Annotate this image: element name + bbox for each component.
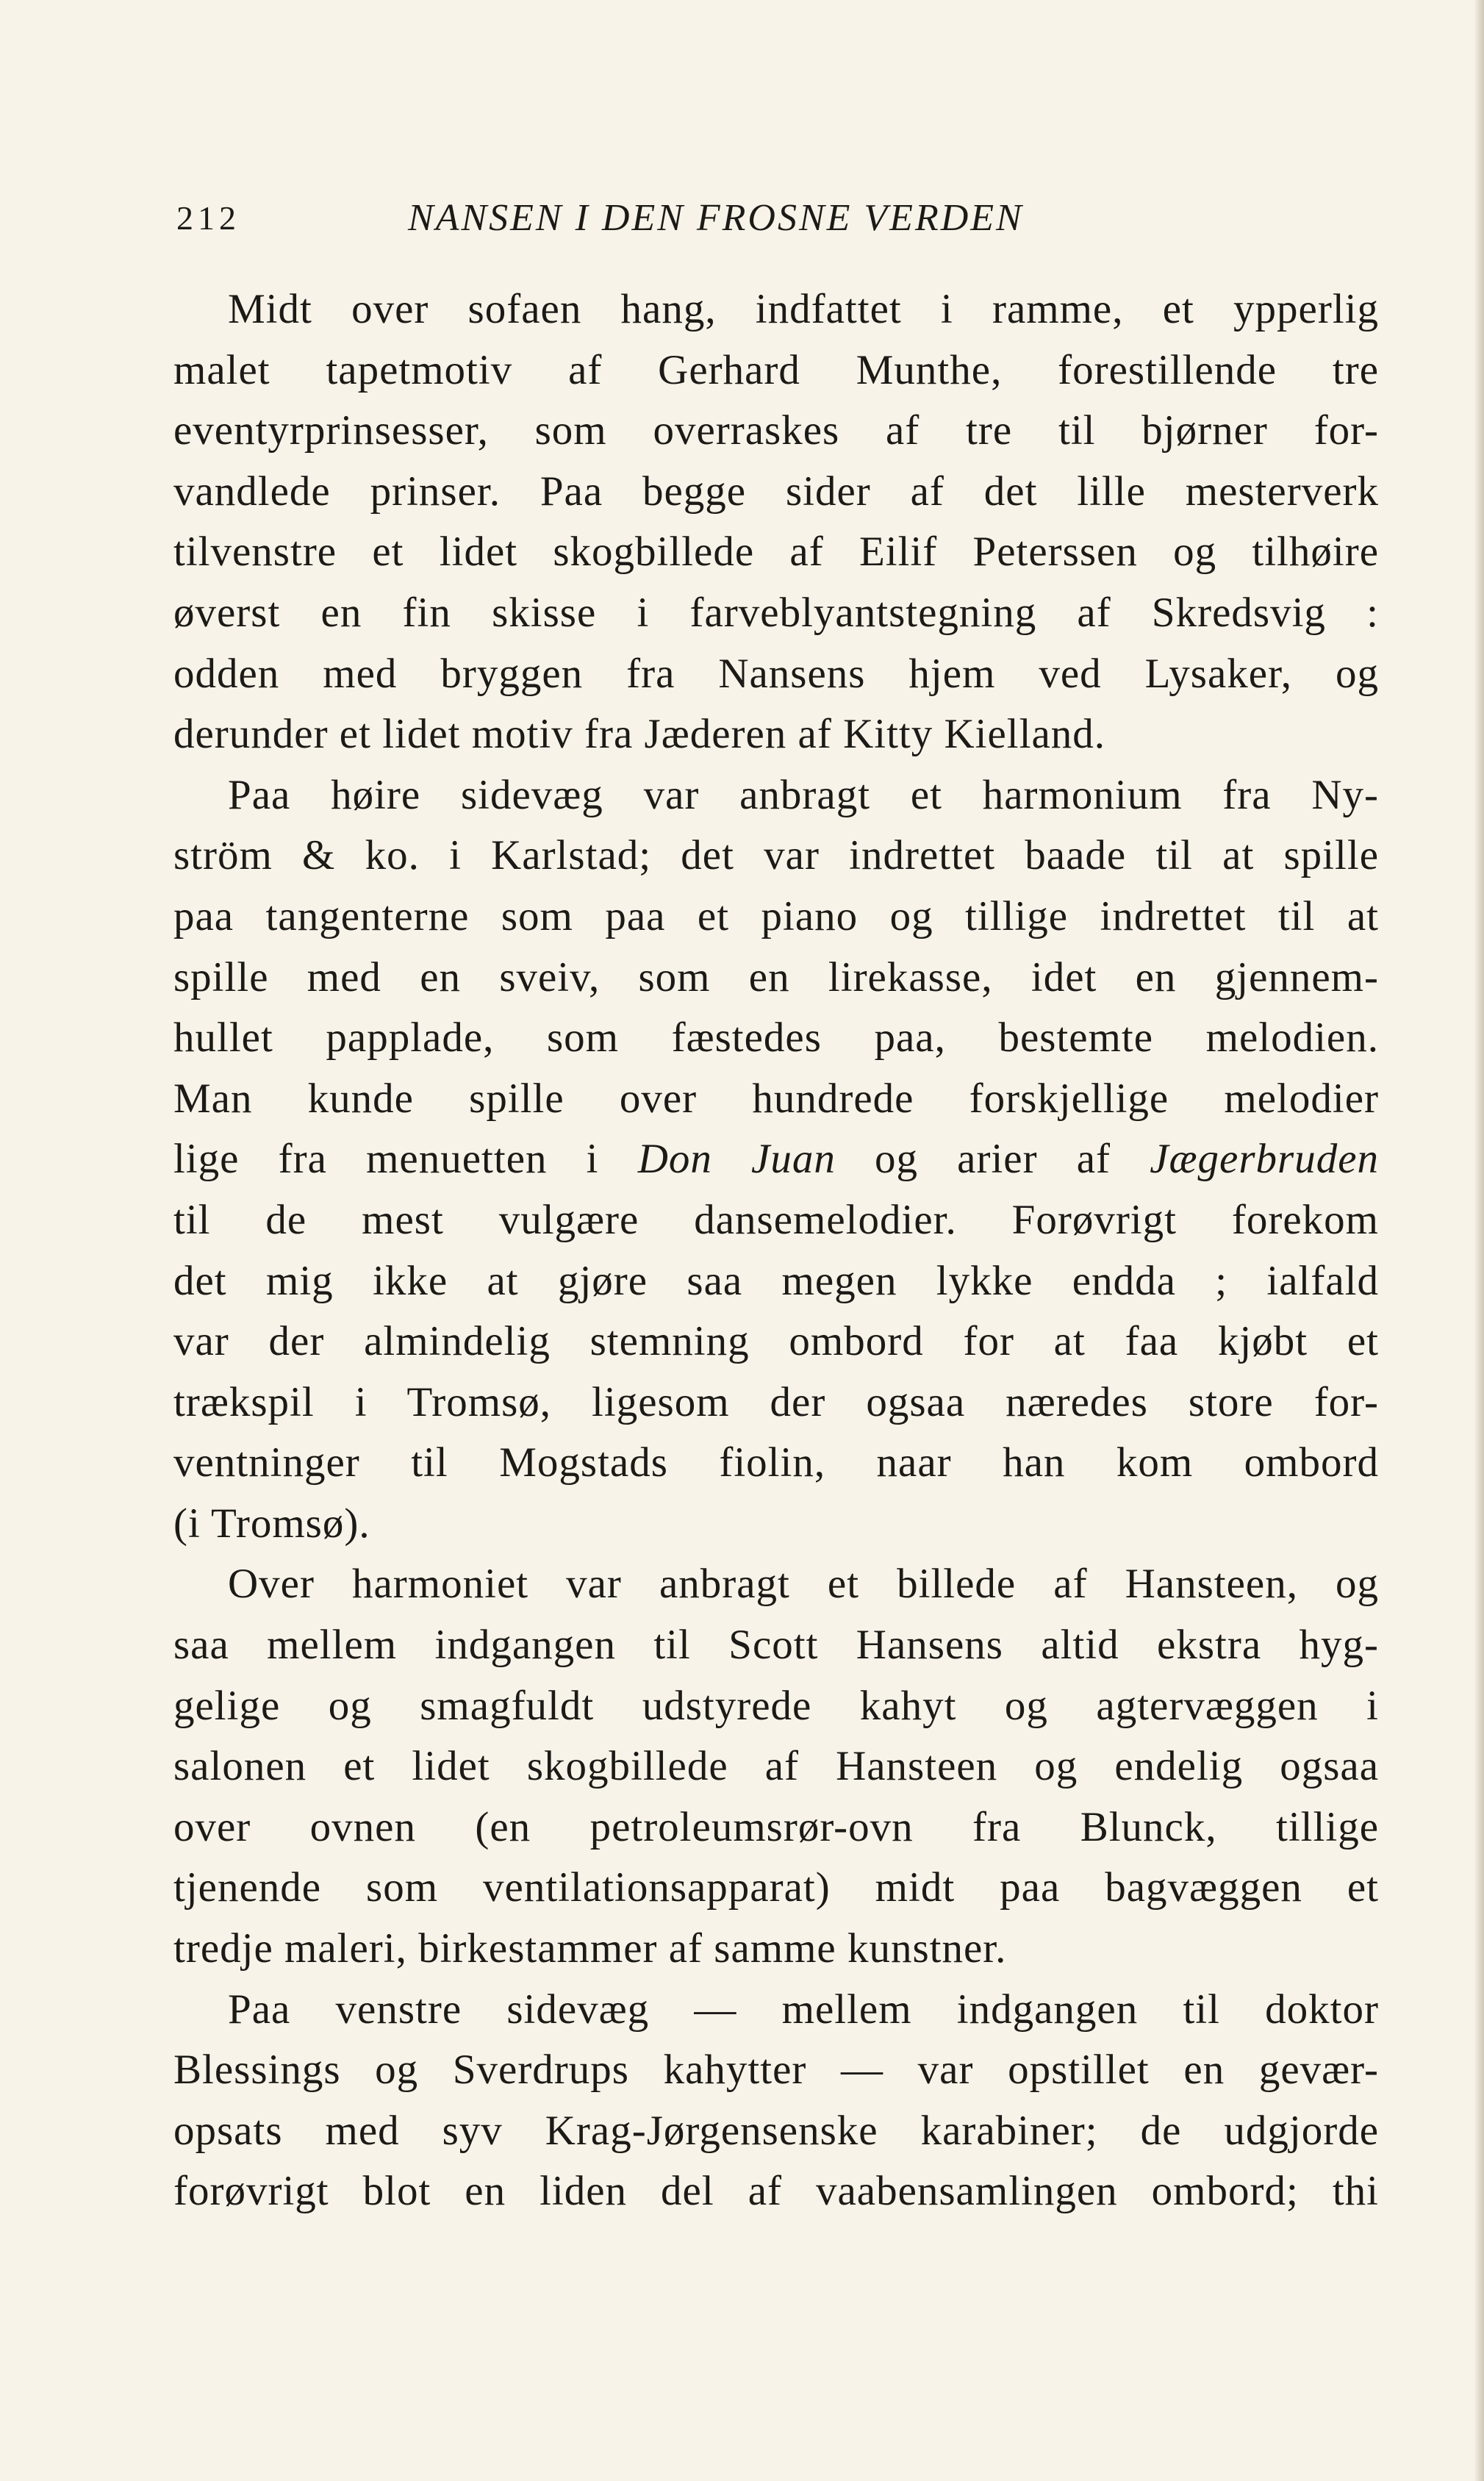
text-line: (i Tromsø).: [173, 1500, 370, 1547]
page-number: 212: [176, 199, 240, 237]
text-segment: og arier af: [835, 1136, 1150, 1183]
text-line: derunder et lidet motiv fra Jæderen af Kitty Kielland.: [173, 711, 1106, 758]
text-line: salonen et lidet skogbillede af Hansteen og endelig ogsaa: [173, 1743, 1379, 1790]
running-title: NANSEN I DEN FROSNE VERDEN: [408, 197, 1024, 239]
page-header: [176, 193, 1352, 244]
text-line: opsats med syv Krag-Jørgensenske karabiner; de udgjorde: [173, 2107, 1379, 2154]
text-line: over ovnen (en petroleumsrør-ovn fra Blunck, tillige: [173, 1803, 1379, 1850]
italic-title-jaegerbruden: Jægerbruden: [1150, 1136, 1379, 1183]
text-line: tredje maleri, birkestammer af samme kunstner.: [173, 1925, 1007, 1972]
text-line: Man kunde spille over hundrede forskjellige melodier: [173, 1075, 1379, 1122]
text-line: Paa venstre sidevæg — mellem indgangen til doktor: [228, 1986, 1379, 2033]
text-line: var der almindelig stemning ombord for at faa kjøbt et: [173, 1318, 1379, 1365]
text-line: det mig ikke at gjøre saa megen lykke endda ; ialfald: [173, 1257, 1379, 1304]
text-segment: lige fra menuetten i: [173, 1136, 638, 1183]
text-line: tjenende som ventilationsapparat) midt paa bagvæggen et: [173, 1864, 1379, 1911]
text-line: eventyrprinsesser, som overraskes af tre til bjørner for-: [173, 407, 1379, 454]
text-line: ström & ko. i Karlstad; det var indrettet baade til at spille: [173, 832, 1379, 879]
text-line: saa mellem indgangen til Scott Hansens altid ekstra hyg-: [173, 1622, 1379, 1669]
italic-title-don-juan: Don Juan: [637, 1136, 836, 1183]
text-line: Midt over sofaen hang, indfattet i ramme, et ypperlig: [228, 286, 1379, 332]
text-line: Paa høire sidevæg var anbragt et harmonium fra Ny-: [228, 771, 1379, 818]
text-line: spille med en sveiv, som en lirekasse, idet en gjennem-: [173, 953, 1379, 1000]
text-line: hullet papplade, som fæstedes paa, bestemte melodien.: [173, 1014, 1379, 1062]
body-text: [173, 279, 1379, 2222]
text-line: ventninger til Mogstads fiolin, naar han kom ombord: [173, 1439, 1379, 1486]
page-edge: [1474, 0, 1484, 2481]
text-line: Blessings og Sverdrups kahytter — var opstillet en gevær-: [173, 2047, 1379, 2094]
text-line: paa tangenterne som paa et piano og tillige indrettet til at: [173, 892, 1379, 939]
text-line: vandlede prinser. Paa begge sider af det lille mesterverk: [173, 468, 1379, 515]
text-line: trækspil i Tromsø, ligesom der ogsaa næredes store for-: [173, 1378, 1379, 1425]
text-line: malet tapetmotiv af Gerhard Munthe, forestillende tre: [173, 346, 1379, 393]
text-line: til de mest vulgære dansemelodier. Forøvrigt forekom: [173, 1196, 1379, 1243]
text-line-with-italics: [173, 1129, 1379, 1190]
text-line: forøvrigt blot en liden del af vaabensamlingen ombord; thi: [173, 2168, 1379, 2215]
text-line: gelige og smagfuldt udstyrede kahyt og agtervæggen i: [173, 1682, 1379, 1729]
text-line: Over harmoniet var anbragt et billede af Hansteen, og: [228, 1561, 1379, 1608]
text-line: øverst en fin skisse i farveblyantstegning af Skredsvig :: [173, 589, 1379, 636]
text-line: odden med bryggen fra Nansens hjem ved Lysaker, og: [173, 650, 1379, 697]
text-line: tilvenstre et lidet skogbillede af Eilif Peterssen og tilhøire: [173, 529, 1379, 576]
